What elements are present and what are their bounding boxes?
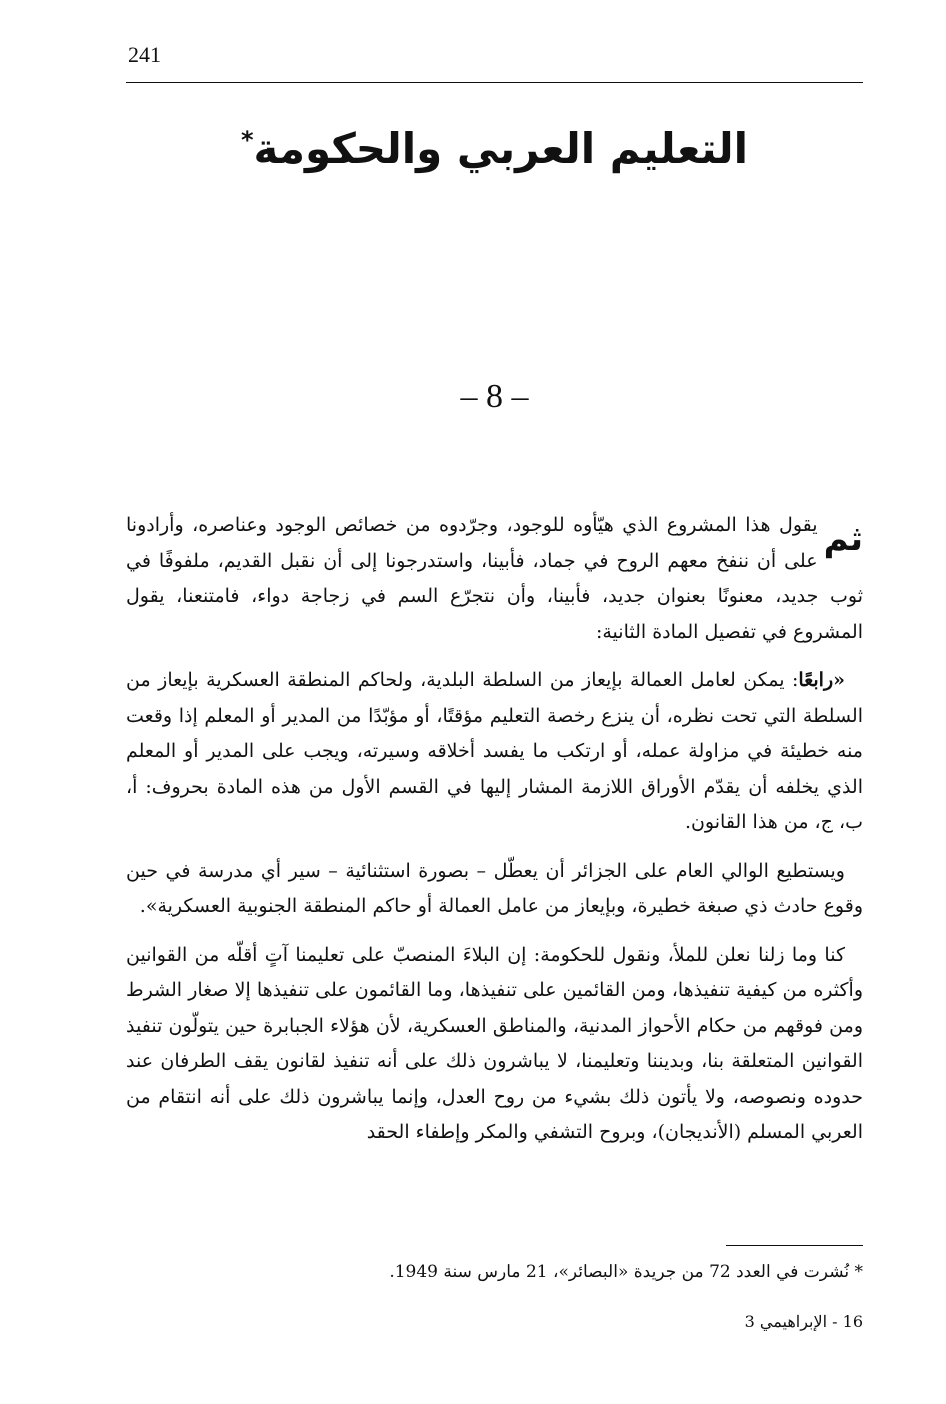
footnote [126, 1258, 863, 1286]
footnote-mark: * [854, 1262, 863, 1282]
paragraph-2-lead: «رابعًا [798, 669, 845, 691]
paragraph-2 [126, 663, 863, 841]
paragraph-3: ويستطيع الوالي العام على الجزائر أن يعطّل – بصورة استثنائية – سير أي مدرسة في حين وقوع حادث ذي صبغة خطيرة، وبإيعاز من عامل العمالة أو حاكم المنطقة الجنوبية العسكرية». [126, 859, 863, 917]
header-rule [126, 82, 863, 83]
page-signature: 16 - الإبراهيمي 3 [744, 1312, 863, 1331]
chapter-title-footnote-mark: * [240, 126, 254, 154]
footnote-text: نُشرت في العدد 72 من جريدة «البصائر»، 21 مارس سنة 1949. [389, 1262, 850, 1282]
footnote-rule [726, 1245, 863, 1246]
paragraph-4: كنا وما زلنا نعلن للملأ، ونقول للحكومة: إن البلاءَ المنصبّ على تعليمنا آتٍ أقلّه من القوانين وأكثره من كيفية تنفيذها، ومن القائمين على تنفيذها، وما القائمون على تنفيذها إلا صغار الشرط ومن فوقهم من حكام الأحواز المدنية، والمناطق العسكرية، لأن هؤلاء الجبابرة حين يتولّون تنفيذ القوانين المتعلقة بنا، وبديننا وتعليمنا، لا يباشرون ذلك على أنه تنفيذ لقانون يقف الطرفان عند حدوده ونصوصه، ولا يأتون ذلك بشيء من روح العدل، وإنما يباشرون ذلك على أنه انتقام من العربي المسلم (الأنديجان)، وبروح التشفي والمكر وإطفاء الحقد [126, 943, 863, 1143]
paragraph-1-text: يقول هذا المشروع الذي هيّأوه للوجود، وجرّدوه من خصائص الوجود وعناصره، وأرادونا على أن ننفخ معهم الروح في جماد، فأبينا، واستدرجونا إلى أن نقبل القديم، ملفوفًا في ثوب جديد، معنونًا بعنوان جديد، فأبينا، وأن نتجرّع السم في زجاجة دواء، فامتنعنا، يقول المشروع في تفصيل المادة الثانية: [126, 514, 863, 643]
paragraph-2-text: : يمكن لعامل العمالة بإيعاز من السلطة البلدية، ولحاكم المنطقة العسكرية بإيعاز من السلطة التي تحت نظره، أن ينزع رخصة التعليم مؤقتًا، أو مؤبّدًا من المدير أو المعلم إذا وقعت منه خطيئة في مزاولة عمله، أو ارتكب ما يفسد أخلاقه وسيرته، ويجب على المدير أو المعلم الذي يخلفه أن يقدّم الأوراق اللازمة المشار إليها في القسم الأول من هذه المادة بحروف: أ، ب، ج، من هذا القانون. [126, 669, 863, 833]
body-text [126, 508, 863, 1164]
drop-cap: ثم [823, 519, 863, 559]
chapter-number: – 8 – [460, 378, 529, 415]
page-number: 241 [128, 42, 161, 67]
chapter-title [126, 100, 863, 189]
paragraph-1 [126, 508, 863, 650]
chapter-title-text: التعليم العربي والحكومة [253, 124, 749, 173]
